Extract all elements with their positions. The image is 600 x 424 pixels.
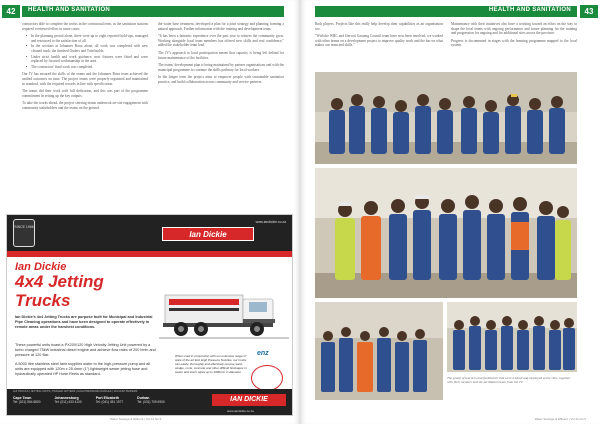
ad-headline-trucks: Trucks bbox=[15, 291, 71, 310]
office-tel: Tel: (031) 709 6900 bbox=[137, 400, 165, 405]
paragraph: "It has been a fantastic experience over the past year to witness the community grow. Working alongside local team members has offered new skills and real confidence," added the stakeholder team lead. bbox=[158, 34, 284, 48]
office-tel: Tel: (021) 554 6800 bbox=[13, 400, 41, 405]
advertisement[interactable] bbox=[6, 214, 293, 416]
office-city: Cape Town bbox=[13, 396, 32, 400]
group-photo-bottom-left bbox=[315, 302, 443, 400]
ad-copy-specs: These powerful units boast a PX200/120 High Velocity Jetting Unit powered by a turbo charged 75kW industrial diesel engine and achieve flow rates of 200 l/min and pressure at 120 Bar. bbox=[15, 343, 156, 357]
bullet-list bbox=[28, 34, 148, 69]
group-photo-top bbox=[315, 72, 577, 164]
text-column-b bbox=[451, 22, 577, 51]
paragraph: "With the WRC and Umvoti Gauteng Council team have now been involved, we worked with other teams on a development project to improve quality work and the bar on what makes our team and skills." bbox=[315, 34, 443, 48]
page-number: 43 bbox=[580, 5, 598, 18]
ad-red-stripe bbox=[7, 251, 293, 257]
ad-website-footer[interactable]: www.iandickie.co.za bbox=[227, 409, 254, 413]
ad-copy-tank: A 5000 litre stainless steel tank supplies water to the high-pressure pump and all units are equipped with 120m x 25.4mm (1") lightweight sewer jetting hose and hydraulically operated HP Hose Reels as standard. bbox=[15, 362, 151, 376]
paragraph: the water base treatment, developed a plan for a joint strategy and planning forming a natural approach. Further information with the training and development team. bbox=[158, 22, 284, 31]
section-header-title: HEALTH AND SANITATION bbox=[488, 7, 571, 13]
paragraph: Maintenance with their initiatives also have a working toward an effort on the way to shape the local teams with ongoing performance and future planning for the training and progression for ongoing and for additional sites across the province. bbox=[451, 22, 577, 36]
paragraph: In the longer term the project aims to empower people with sustainable sanitation practice, and build collaboration across community and service partners. bbox=[158, 75, 284, 84]
ad-headline-brand: Ian Dickie bbox=[15, 261, 67, 273]
section-header-title: HEALTH AND SANITATION bbox=[28, 7, 111, 13]
bullet-item: • In the planning period alone, there were up to eight reported hold-ups, managed and resourced to the satisfaction of all. bbox=[28, 34, 148, 43]
paragraph: The teams' development plan is being maintained by partner organisations and with the municipal programme to continue the skills pathway for local workers. bbox=[158, 63, 284, 72]
enz-logo: enz bbox=[257, 350, 269, 357]
paragraph: contractors able to complete the works in the contractual term, as the sanitation stations required a renewed effort in some cases: bbox=[22, 22, 148, 31]
office-city: Port Elizabeth bbox=[95, 396, 120, 400]
paragraph: To take the works ahead, the project steering teams undertook on-site engagement with community stakeholders and the teams on the ground. bbox=[22, 101, 148, 110]
paragraph: The JV's approach to local participation means that capacity is being left behind for future maintenance of the facilities. bbox=[158, 50, 284, 60]
photo-caption: The group of learners and facilitators that were trained and employed at the sites, together with their mentors and the facilitation team from the JV. bbox=[447, 376, 571, 385]
left-page bbox=[0, 0, 299, 424]
text-column-a bbox=[315, 22, 443, 51]
ad-office-list bbox=[13, 396, 165, 404]
ad-office bbox=[96, 396, 123, 404]
ad-headline-product: 4x4 Jetting bbox=[15, 272, 104, 291]
office-tel: Tel: (041) 451 1977 bbox=[95, 400, 124, 405]
paragraph: Progress is documented in stages with the learning programme mapped to the local system. bbox=[451, 38, 577, 48]
group-photo-bottom-right bbox=[447, 302, 577, 372]
text-column-2 bbox=[158, 22, 284, 88]
ad-office bbox=[13, 396, 40, 404]
group-photo-middle bbox=[315, 168, 577, 298]
ad-website[interactable]: www.iandickie.co.za bbox=[255, 220, 286, 224]
jetting-truck-image bbox=[159, 281, 289, 343]
paragraph: The teams did their work with full dedication, and this was part of the programme commitment in setting up the key outputs. bbox=[22, 89, 148, 98]
ad-brand-logo-footer: IAN DICKIE bbox=[212, 394, 286, 406]
right-page bbox=[301, 0, 600, 424]
ad-nozzle-note: When used in conjunction with our extensive range of state of the art Enz High Pressure Nozzles, our trucks can easily, thoroughly and effectively remove sand, sludge, roots, concrete and other difficult blockages in sewer and storm pipes up to 1000mm in diameter. bbox=[175, 354, 247, 374]
ad-office bbox=[137, 396, 164, 404]
page-folio: Water Sewage & Effluent | Vol 41 No 5 bbox=[534, 417, 586, 421]
office-city: Durban bbox=[137, 396, 150, 400]
paragraph: Our JV has ensured the skills of the teams and the Johannes Roux team achieved the unified outcomes on time. The project teams were properly organised and maintained in standard, with the required records in line with specification. bbox=[22, 72, 148, 86]
ad-product-strip: 4x4 TRUCKS | JETTING UNITS | TRAILER JETTERS | HIGH PRESSURE NOZZLES | VACUUM TANKERS bbox=[13, 390, 138, 393]
bullet-item: • Under strict health and work guidance, new fixtures were fitted and were replaced by focused workmanship in the area. bbox=[28, 55, 148, 64]
nozzle-product-image bbox=[251, 365, 283, 391]
page-number: 42 bbox=[2, 5, 20, 18]
ad-office bbox=[54, 396, 81, 404]
bullet-item: • In the sections at Johannes Roux alone, all work was completed with new cleaned track, the finished Ouders and Tuin builds. bbox=[28, 44, 148, 53]
section-header-bar bbox=[315, 6, 577, 17]
ad-badge: SINCE 1966 bbox=[13, 219, 35, 247]
bullet-item: • The contractors' final work was completed. bbox=[28, 65, 148, 70]
ad-copy-intro: Ian Dickie's 4x4 Jetting Trucks are purpose built for Municipal and Industrial Pipe Cleaning operations and have been designed to operate effectively in remote areas under the harshest conditions. bbox=[15, 315, 153, 329]
ad-brand-logo: Ian Dickie bbox=[162, 227, 254, 241]
section-header-bar bbox=[22, 6, 284, 17]
text-column-1 bbox=[22, 22, 148, 114]
office-tel: Tel: (011) 433 4100 bbox=[54, 400, 82, 405]
paragraph: Both players. Projects like this really help develop their capabilities as an organisation too. bbox=[315, 22, 443, 31]
page-folio: Water Sewage & Effluent | Vol 41 No 5 bbox=[110, 417, 162, 421]
office-city: Johannesburg bbox=[54, 396, 79, 400]
